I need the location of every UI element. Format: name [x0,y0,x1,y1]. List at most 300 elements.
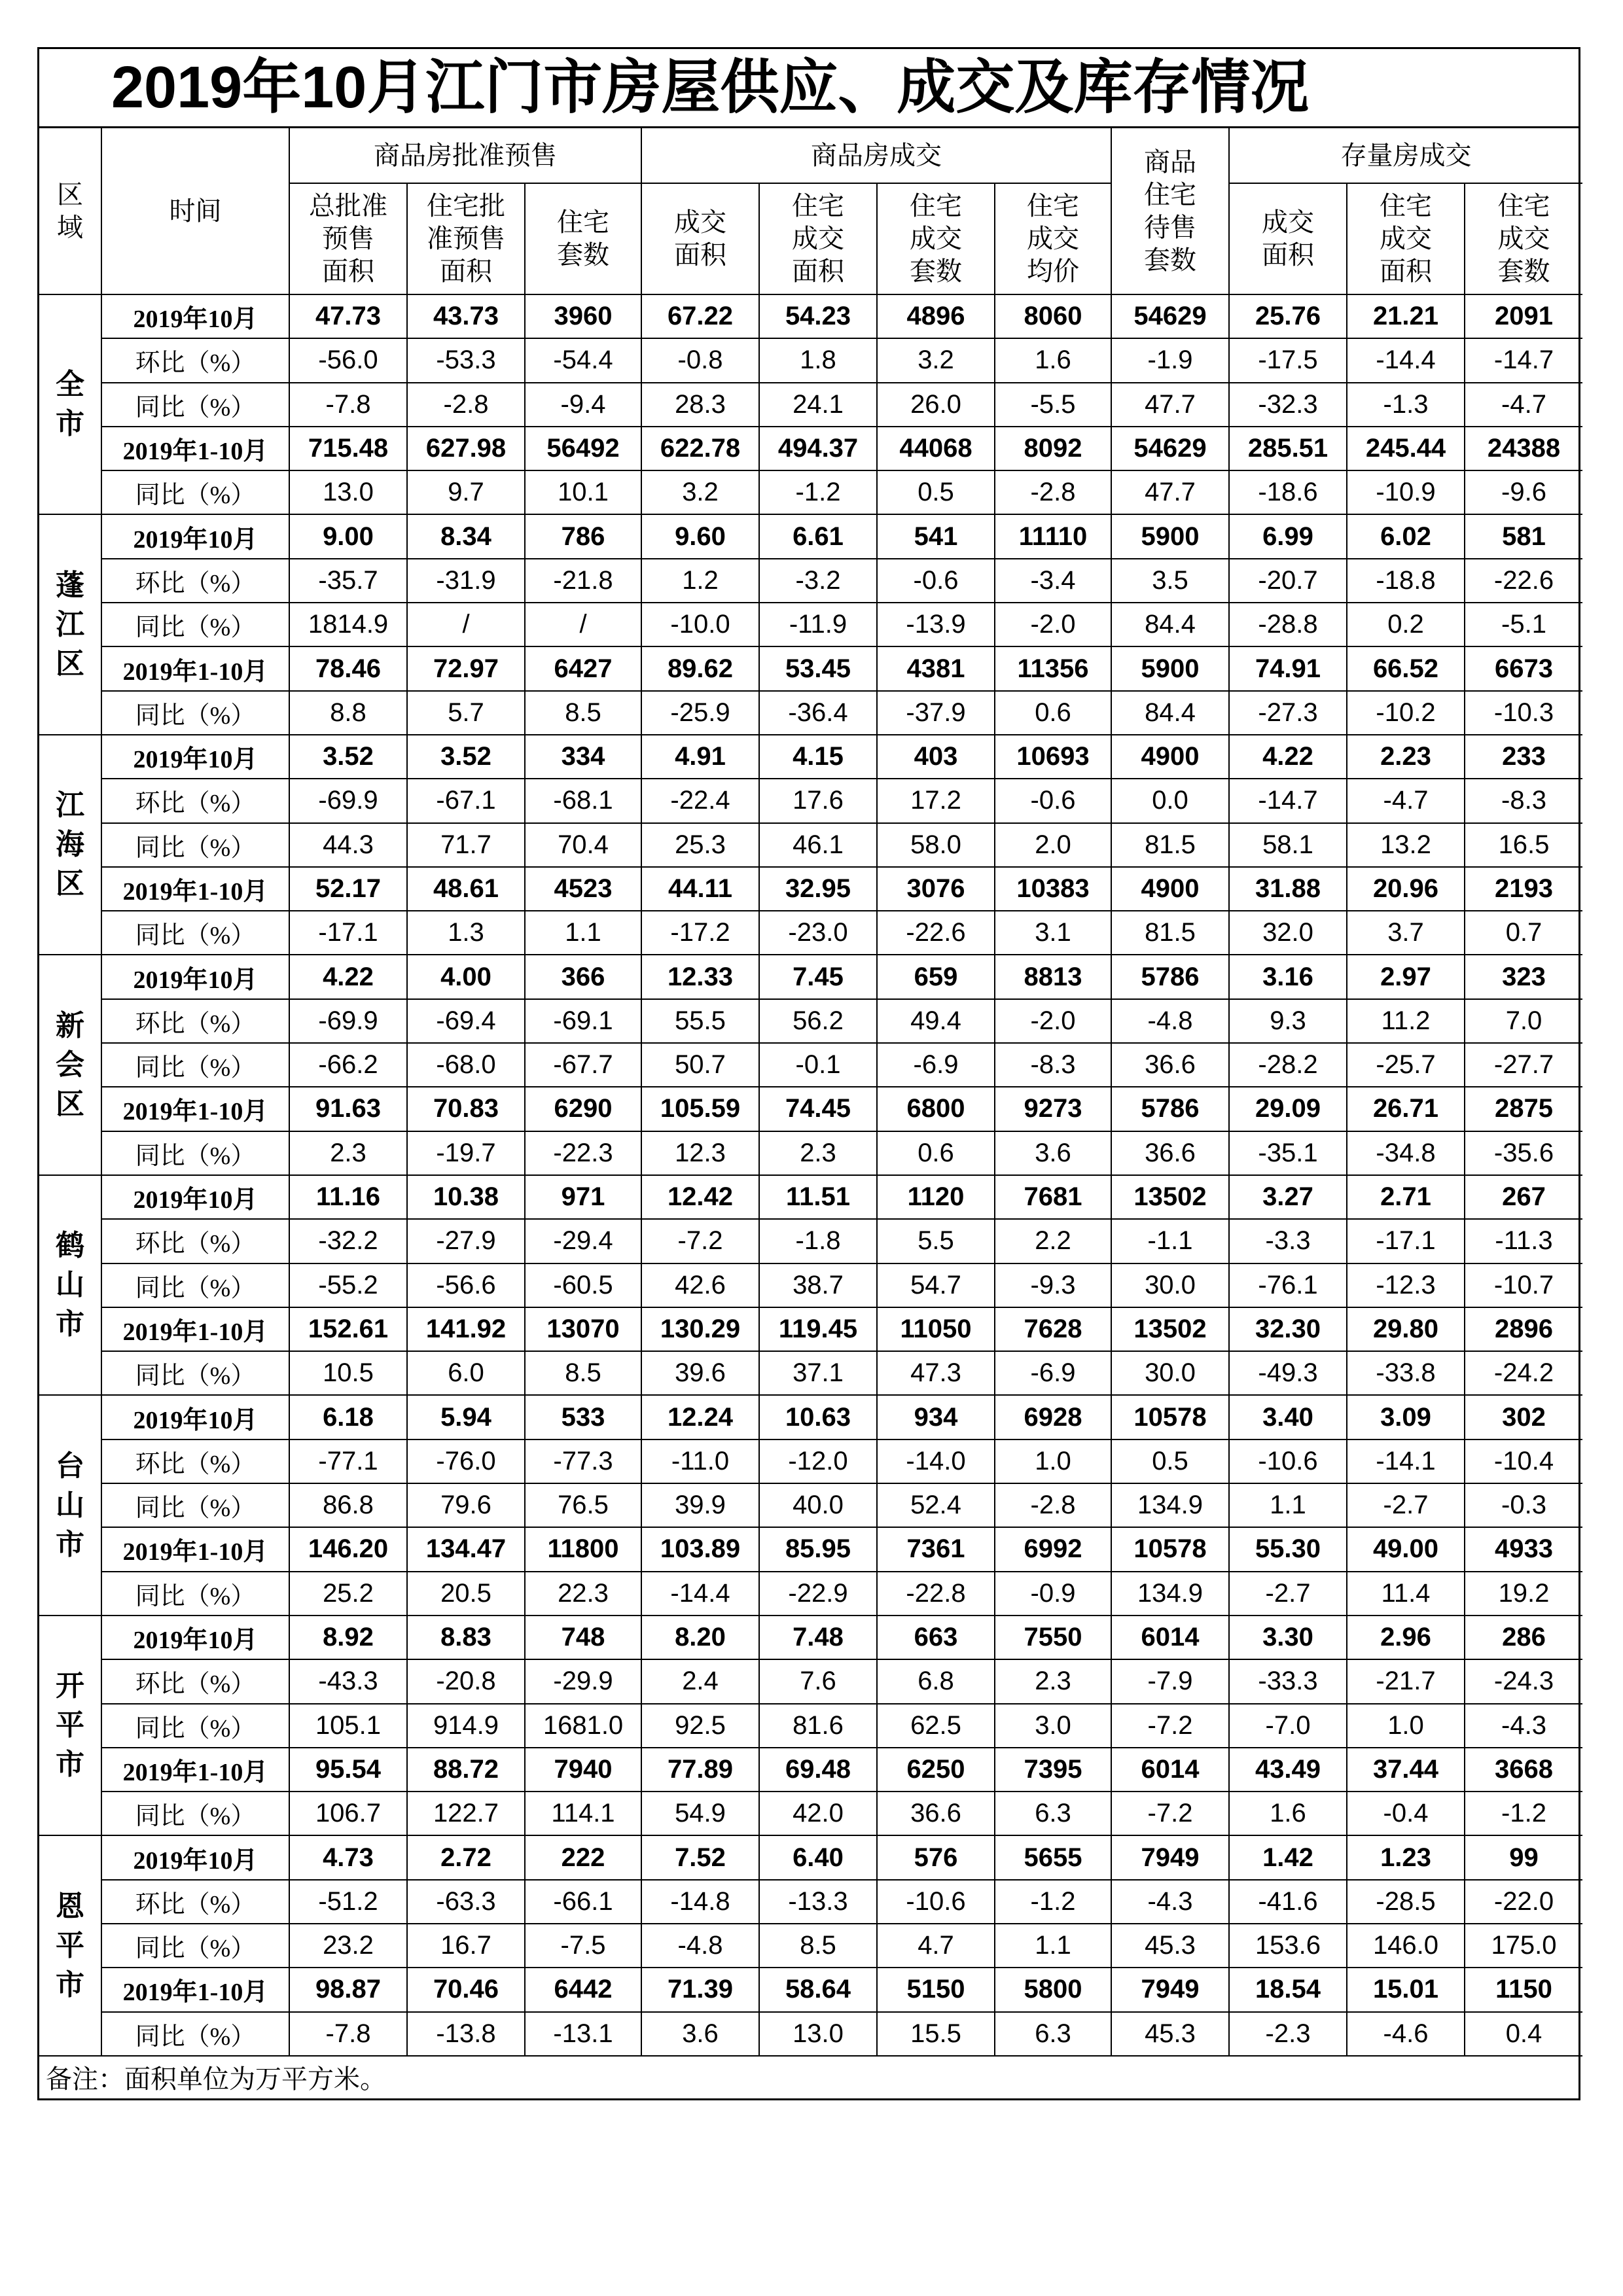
table-cell: 4900 [1111,867,1229,911]
table-cell: 11.51 [759,1175,877,1219]
table-cell: 29.80 [1347,1307,1465,1351]
table-cell: 130.29 [641,1307,759,1351]
table-cell: 152.61 [289,1307,407,1351]
table-cell: 5.7 [407,691,525,735]
table-row [39,338,1582,382]
table-cell: 8.8 [289,691,407,735]
period-label: 同比（%） [101,383,289,427]
table-cell: -2.8 [407,383,525,427]
table-cell: 7395 [995,1748,1111,1792]
table-cell: 7361 [877,1527,995,1571]
table-cell: 1150 [1465,1968,1582,2011]
table-cell: -7.8 [289,383,407,427]
table-row [39,1659,1582,1703]
table-cell: 39.9 [641,1483,759,1527]
table-cell: 323 [1465,955,1582,998]
table-cell: -2.8 [995,470,1111,514]
table-cell: 54.9 [641,1792,759,1835]
table-cell: 1.1 [1229,1483,1347,1527]
table-cell: -68.1 [525,779,641,822]
table-cell: 42.6 [641,1263,759,1307]
table-cell: -18.6 [1229,470,1347,514]
table-cell: 8060 [995,294,1111,338]
table-cell: -49.3 [1229,1351,1347,1395]
table-cell: -56.0 [289,338,407,382]
table-row [39,1219,1582,1263]
table-cell: -69.9 [289,999,407,1043]
table-cell: -14.7 [1465,338,1582,382]
period-label: 环比（%） [101,559,289,603]
table-cell: 8.20 [641,1616,759,1659]
table-cell: 2193 [1465,867,1582,911]
table-cell: 26.0 [877,383,995,427]
presale-group-header: 商品房批准预售 [289,128,641,183]
table-cell: 71.39 [641,1968,759,2011]
table-cell: 6.61 [759,514,877,558]
period-label: 2019年1-10月 [101,1087,289,1131]
table-cell: 28.3 [641,383,759,427]
table-cell: -36.4 [759,691,877,735]
table-cell: -2.7 [1229,1572,1347,1616]
table-cell: -3.3 [1229,1219,1347,1263]
table-cell: -7.2 [1111,1704,1229,1748]
table-cell: -53.3 [407,338,525,382]
table-cell: 1.0 [995,1439,1111,1483]
total-presale-area-header-label: 总批准 预售 面积 [309,192,387,286]
table-cell: 49.4 [877,999,995,1043]
table-cell: -7.5 [525,1924,641,1968]
table-cell: 222 [525,1835,641,1879]
table-cell: 6992 [995,1527,1111,1571]
table-cell: 7.45 [759,955,877,998]
table-cell: 0.5 [1111,1439,1229,1483]
table-cell: -4.3 [1465,1704,1582,1748]
table-cell: 29.09 [1229,1087,1347,1131]
period-label: 2019年10月 [101,735,289,779]
table-cell: 20.96 [1347,867,1465,911]
table-cell: 3.40 [1229,1395,1347,1439]
waiting-header [1111,128,1229,294]
table-cell: 91.63 [289,1087,407,1131]
table-cell: 7.52 [641,1835,759,1879]
table-cell: 4523 [525,867,641,911]
table-cell: -20.7 [1229,559,1347,603]
period-label: 2019年10月 [101,1835,289,1879]
table-cell: 32.0 [1229,911,1347,955]
table-cell: 10693 [995,735,1111,779]
table-cell: -22.9 [759,1572,877,1616]
table-cell: 7.48 [759,1616,877,1659]
table-cell: 79.6 [407,1483,525,1527]
table-cell: 12.42 [641,1175,759,1219]
period-label: 2019年10月 [101,1616,289,1659]
table-cell: 2.72 [407,1835,525,1879]
table-cell: 13502 [1111,1307,1229,1351]
table-row [39,1704,1582,1748]
table-cell: -1.9 [1111,338,1229,382]
table-cell: 9.3 [1229,999,1347,1043]
table-cell: 47.3 [877,1351,995,1395]
table-cell: -12.0 [759,1439,877,1483]
table-cell: -0.9 [995,1572,1111,1616]
table-cell: 3.09 [1347,1395,1465,1439]
table-cell: -24.3 [1465,1659,1582,1703]
table-cell: 663 [877,1616,995,1659]
region-name-label: 台 山 市 [56,1449,84,1561]
table-cell: / [407,603,525,646]
table-cell: 576 [877,1835,995,1879]
table-cell: -23.0 [759,911,877,955]
table-row [39,294,1582,338]
period-label: 同比（%） [101,1351,289,1395]
table-cell: 6442 [525,1968,641,2011]
table-cell: 72.97 [407,646,525,690]
table-cell: -0.8 [641,338,759,382]
table-cell: 9273 [995,1087,1111,1131]
table-cell: 17.2 [877,779,995,822]
table-cell: 11.16 [289,1175,407,1219]
table-cell: 8.92 [289,1616,407,1659]
table-cell: -67.1 [407,779,525,822]
table-cell: 105.1 [289,1704,407,1748]
table-cell: 7949 [1111,1968,1229,2011]
table-cell: -14.8 [641,1880,759,1924]
table-row [39,735,1582,779]
table-cell: 4.7 [877,1924,995,1968]
table-cell: 7550 [995,1616,1111,1659]
table-cell: 21.21 [1347,294,1465,338]
table-cell: 4.22 [1229,735,1347,779]
table-cell: -1.2 [1465,1792,1582,1835]
period-label: 同比（%） [101,1704,289,1748]
table-cell: 25.76 [1229,294,1347,338]
table-cell: 2.3 [289,1131,407,1175]
table-cell: 7.6 [759,1659,877,1703]
region-name [39,294,101,514]
period-label: 2019年10月 [101,1395,289,1439]
table-cell: 10.5 [289,1351,407,1395]
table-cell: 7940 [525,1748,641,1792]
period-label: 同比（%） [101,2012,289,2056]
table-row [39,1395,1582,1439]
table-cell: 0.4 [1465,2012,1582,2056]
table-cell: 74.91 [1229,646,1347,690]
table-cell: 1.6 [1229,1792,1347,1835]
table-cell: -76.0 [407,1439,525,1483]
table-cell: 18.54 [1229,1968,1347,2011]
table-cell: 12.24 [641,1395,759,1439]
table-cell: 134.9 [1111,1483,1229,1527]
table-cell: -34.8 [1347,1131,1465,1175]
table-cell: 30.0 [1111,1351,1229,1395]
table-cell: 54.23 [759,294,877,338]
residential-units-header-label: 住宅 套数 [557,208,609,270]
table-cell: 70.83 [407,1087,525,1131]
table-cell: 302 [1465,1395,1582,1439]
table-cell: 114.1 [525,1792,641,1835]
table-cell: -10.0 [641,603,759,646]
table-cell: 2091 [1465,294,1582,338]
table-cell: 4.15 [759,735,877,779]
table-cell: -6.9 [995,1351,1111,1395]
table-cell: 88.72 [407,1748,525,1792]
table-cell: 6673 [1465,646,1582,690]
region-name-label: 恩 平 市 [56,1890,84,2001]
table-cell: 2.97 [1347,955,1465,998]
table-cell: 146.20 [289,1527,407,1571]
table-cell: -11.9 [759,603,877,646]
table-cell: 1.2 [641,559,759,603]
table-cell: 37.44 [1347,1748,1465,1792]
table-cell: -12.3 [1347,1263,1465,1307]
table-cell: 13.0 [289,470,407,514]
table-cell: 1.6 [995,338,1111,382]
table-cell: 54629 [1111,294,1229,338]
table-cell: -1.2 [759,470,877,514]
region-name-label: 开 平 市 [56,1670,84,1781]
table-cell: 3.1 [995,911,1111,955]
table-cell: -28.8 [1229,603,1347,646]
table-cell: 56492 [525,427,641,470]
table-cell: -5.1 [1465,603,1582,646]
table-cell: -35.1 [1229,1131,1347,1175]
table-cell: 1.42 [1229,1835,1347,1879]
table-cell: -25.7 [1347,1043,1465,1087]
table-cell: 6.18 [289,1395,407,1439]
table-cell: -1.1 [1111,1219,1229,1263]
table-cell: 7628 [995,1307,1111,1351]
table-cell: -56.6 [407,1263,525,1307]
stock-residential-area-header [1347,183,1465,294]
table-cell: 175.0 [1465,1924,1582,1968]
table-cell: 105.59 [641,1087,759,1131]
table-row [39,514,1582,558]
table-cell: 66.52 [1347,646,1465,690]
table-cell: 8092 [995,427,1111,470]
table-cell: 0.6 [995,691,1111,735]
table-cell: 56.2 [759,999,877,1043]
table-cell: -76.1 [1229,1263,1347,1307]
table-cell: 2896 [1465,1307,1582,1351]
table-cell: 1.23 [1347,1835,1465,1879]
table-cell: -4.7 [1347,779,1465,822]
table-cell: 4.22 [289,955,407,998]
table-cell: 52.17 [289,867,407,911]
table-cell: 76.5 [525,1483,641,1527]
table-row [39,1131,1582,1175]
table-cell: 47.7 [1111,383,1229,427]
table-cell: -27.3 [1229,691,1347,735]
table-cell: 23.2 [289,1924,407,1968]
table-cell: 12.3 [641,1131,759,1175]
table-cell: 13502 [1111,1175,1229,1219]
table-cell: 86.8 [289,1483,407,1527]
table-cell: 2.0 [995,823,1111,867]
table-cell: 6928 [995,1395,1111,1439]
table-cell: -9.6 [1465,470,1582,514]
table-cell: -8.3 [1465,779,1582,822]
table-row [39,955,1582,998]
table-cell: 10578 [1111,1527,1229,1571]
table-cell: 267 [1465,1175,1582,1219]
table-cell: -35.6 [1465,1131,1582,1175]
residential-units-header [525,183,641,294]
table-cell: 11050 [877,1307,995,1351]
table-cell: 3.52 [289,735,407,779]
table-cell: 4381 [877,646,995,690]
table-cell: 8.34 [407,514,525,558]
table-cell: -2.7 [1347,1483,1465,1527]
table-row [39,823,1582,867]
residential-presale-area-header [407,183,525,294]
table-cell: 10.63 [759,1395,877,1439]
table-cell: 622.78 [641,427,759,470]
period-label: 2019年10月 [101,1175,289,1219]
period-label: 2019年10月 [101,514,289,558]
table-cell: 3.0 [995,1704,1111,1748]
period-label: 2019年1-10月 [101,1748,289,1792]
table-cell: 3960 [525,294,641,338]
table-cell: -1.8 [759,1219,877,1263]
table-cell: 3668 [1465,1748,1582,1792]
table-cell: -10.6 [1229,1439,1347,1483]
table-cell: 44068 [877,427,995,470]
period-label: 环比（%） [101,1659,289,1703]
residential-deal-units-header-label: 住宅 成交 套数 [910,192,962,286]
table-cell: -17.2 [641,911,759,955]
table-cell: 44.11 [641,867,759,911]
region-name [39,514,101,734]
table-cell: 0.2 [1347,603,1465,646]
table-row [39,603,1582,646]
table-cell: 55.30 [1229,1527,1347,1571]
period-label: 2019年1-10月 [101,867,289,911]
period-label: 2019年1-10月 [101,427,289,470]
region-header [39,128,101,294]
table-cell: -22.3 [525,1131,641,1175]
table-cell: 13070 [525,1307,641,1351]
table-cell: 24388 [1465,427,1582,470]
table-cell: 286 [1465,1616,1582,1659]
time-header: 时间 [101,128,289,294]
table-cell: 16.5 [1465,823,1582,867]
period-label: 2019年1-10月 [101,1968,289,2011]
table-cell: 1681.0 [525,1704,641,1748]
region-name-label: 全 市 [56,368,84,440]
table-cell: 42.0 [759,1792,877,1835]
table-cell: 10383 [995,867,1111,911]
table-row [39,779,1582,822]
table-cell: 38.7 [759,1263,877,1307]
table-cell: -14.4 [641,1572,759,1616]
deal-area-header [641,183,759,294]
table-cell: -67.7 [525,1043,641,1087]
table-cell: 5786 [1111,1087,1229,1131]
table-cell: 70.46 [407,1968,525,2011]
table-cell: 30.0 [1111,1263,1229,1307]
table-cell: 2.3 [995,1659,1111,1703]
stock-residential-area-header-label: 住宅 成交 面积 [1380,192,1432,286]
period-label: 2019年10月 [101,294,289,338]
report-title: 2019年10月江门市房屋供应、成交及库存情况 [39,49,1578,128]
table-cell: -10.7 [1465,1263,1582,1307]
report-sheet [37,47,1580,2100]
table-cell: -0.6 [995,779,1111,822]
table-row [39,646,1582,690]
table-cell: 4.91 [641,735,759,779]
table-cell: -19.7 [407,1131,525,1175]
deal-area-header-label: 成交 面积 [674,208,726,270]
table-cell: -7.2 [1111,1792,1229,1835]
table-cell: 15.01 [1347,1968,1465,2011]
table-cell: 3.5 [1111,559,1229,603]
table-cell: 3.30 [1229,1616,1347,1659]
period-label: 同比（%） [101,603,289,646]
region-header-label: 区 域 [57,180,83,242]
region-name [39,1835,101,2055]
table-cell: 54629 [1111,427,1229,470]
table-cell: -41.6 [1229,1880,1347,1924]
table-cell: 0.0 [1111,779,1229,822]
table-cell: -2.0 [995,999,1111,1043]
period-label: 同比（%） [101,470,289,514]
waiting-header-label: 商品 住宅 待售 套数 [1144,147,1196,275]
period-label: 同比（%） [101,1043,289,1087]
period-label: 环比（%） [101,338,289,382]
table-row [39,1527,1582,1571]
table-cell: 4900 [1111,735,1229,779]
table-cell: -0.1 [759,1043,877,1087]
table-cell: 25.3 [641,823,759,867]
table-cell: -32.2 [289,1219,407,1263]
table-cell: 95.54 [289,1748,407,1792]
table-cell: 3.7 [1347,911,1465,955]
table-cell: -7.9 [1111,1659,1229,1703]
table-cell: 6.02 [1347,514,1465,558]
stock-deal-area-header [1229,183,1347,294]
table-row [39,1307,1582,1351]
table-cell: -33.8 [1347,1351,1465,1395]
table-cell: 245.44 [1347,427,1465,470]
table-cell: 366 [525,955,641,998]
table-row [39,691,1582,735]
table-cell: 6014 [1111,1616,1229,1659]
table-cell: 285.51 [1229,427,1347,470]
table-cell: -17.1 [289,911,407,955]
table-cell: -0.3 [1465,1483,1582,1527]
table-cell: 36.6 [1111,1131,1229,1175]
table-cell: 85.95 [759,1527,877,1571]
table-cell: 4933 [1465,1527,1582,1571]
table-cell: 403 [877,735,995,779]
table-cell: 9.00 [289,514,407,558]
table-cell: 89.62 [641,646,759,690]
table-cell: 37.1 [759,1351,877,1395]
table-cell: -29.9 [525,1659,641,1703]
table-cell: 81.5 [1111,823,1229,867]
table-cell: -77.1 [289,1439,407,1483]
table-cell: -28.2 [1229,1043,1347,1087]
table-cell: 494.37 [759,427,877,470]
table-cell: 78.46 [289,646,407,690]
table-cell: -29.4 [525,1219,641,1263]
table-cell: -66.2 [289,1043,407,1087]
table-cell: -24.2 [1465,1351,1582,1395]
footnote: 备注：面积单位为万平方米。 [46,2064,386,2094]
table-row [39,1263,1582,1307]
table-cell: 914.9 [407,1704,525,1748]
table-cell: 5900 [1111,646,1229,690]
